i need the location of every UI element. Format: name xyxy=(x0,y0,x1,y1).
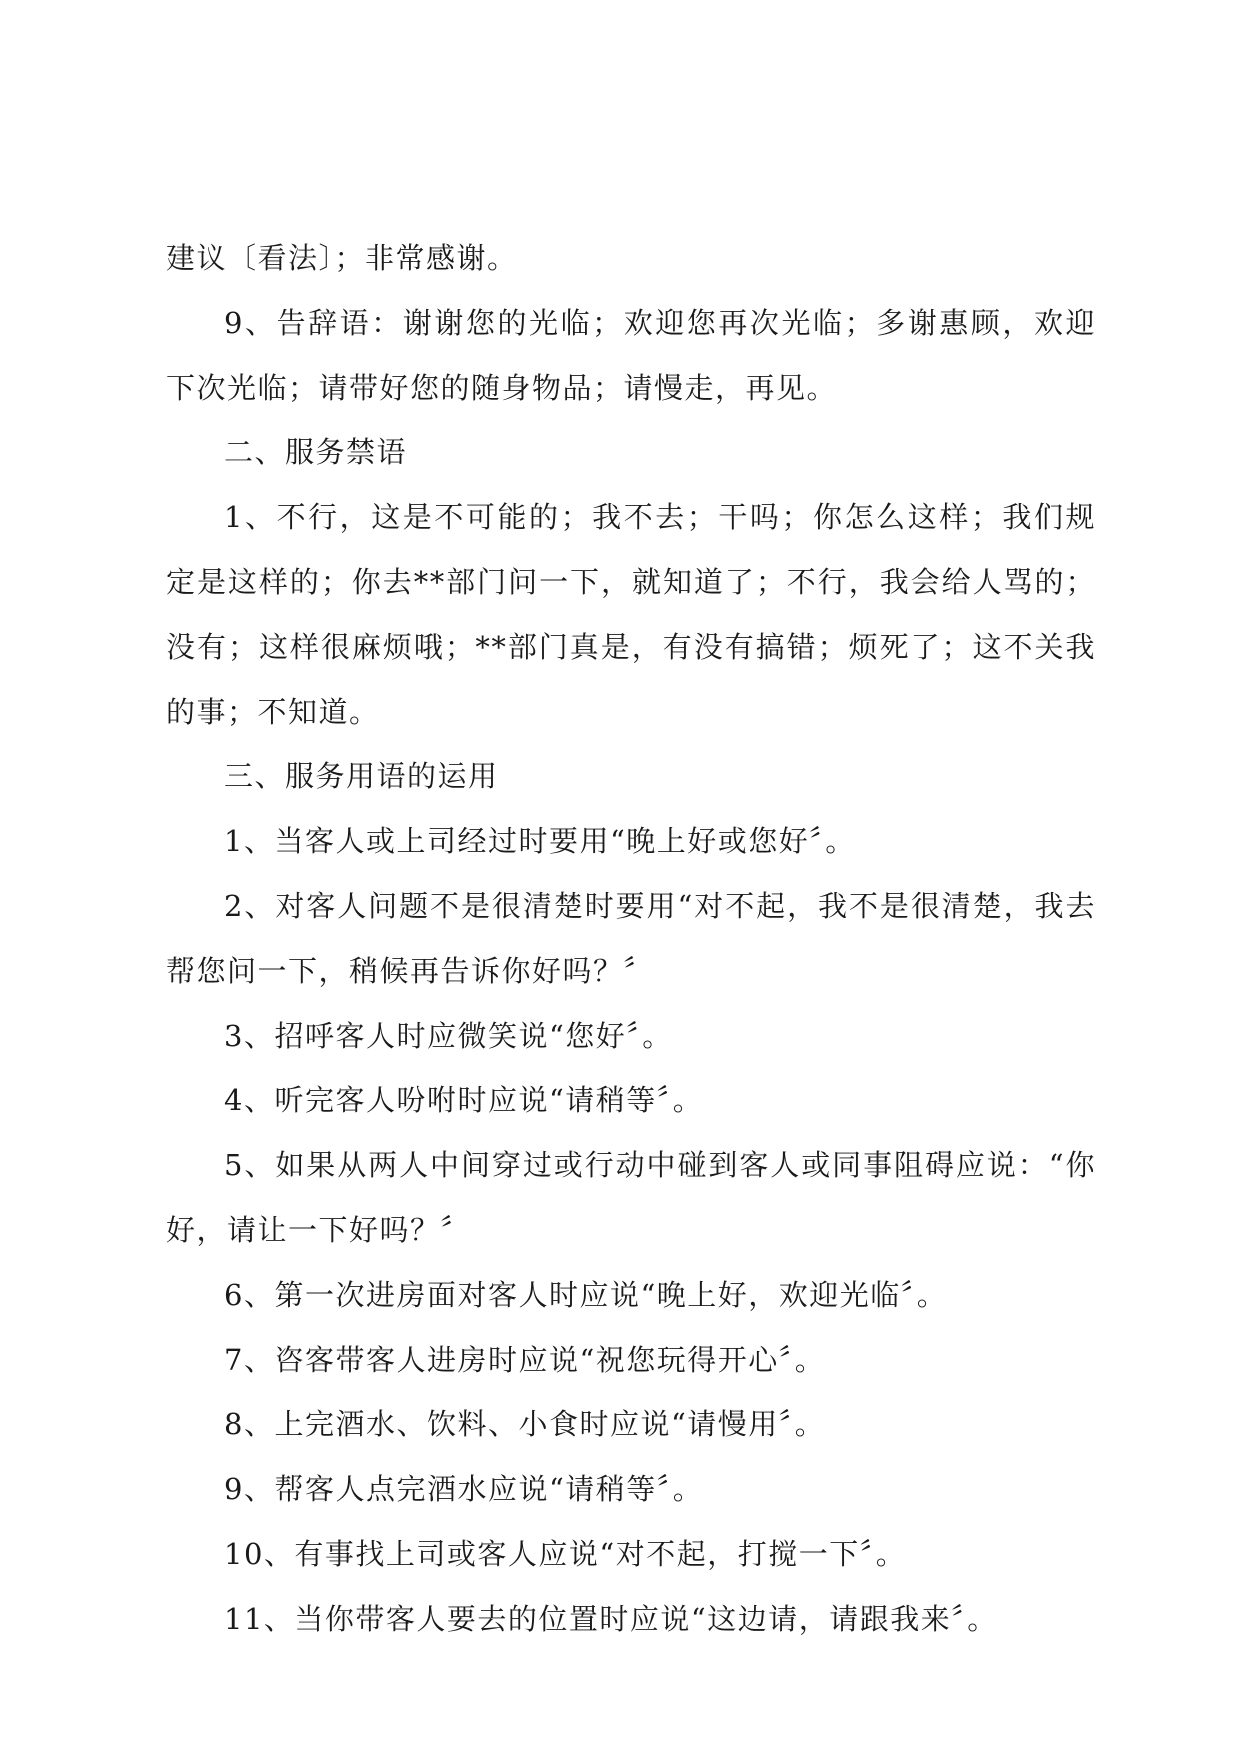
list-item: 1、当客人或上司经过时要用“晚上好或您好〞。 xyxy=(224,824,856,859)
list-item: 8、上完酒水、饮料、小食时应说“请慢用〞。 xyxy=(224,1407,826,1442)
list-item: 6、第一次进房面对客人时应说“晚上好，欢迎光临〞。 xyxy=(224,1277,948,1312)
list-item: 2、对客人问题不是很清楚时要用“对不起，我不是很清楚，我去帮您问一下，稍候再告诉你好吗？〞 xyxy=(166,888,1096,988)
paragraph-continuation: 建议〔看法〕；非常感谢。 xyxy=(166,241,518,275)
list-item: 4、听完客人吩咐时应说“请稍等〞。 xyxy=(224,1083,704,1118)
list-item: 10、有事找上司或客人应说“对不起，打搅一下〞。 xyxy=(224,1536,907,1571)
list-item: 5、如果从两人中间穿过或行动中碰到客人或同事阻碍应说：“你好，请让一下好吗？〞 xyxy=(166,1148,1096,1247)
list-item: 9、帮客人点完酒水应说“请稍等〞。 xyxy=(224,1472,704,1507)
list-item: 11、当你带客人要去的位置时应说“这边请，请跟我来〞。 xyxy=(224,1601,998,1636)
section-heading-usage: 三、服务用语的运用 xyxy=(224,759,499,794)
list-item: 3、招呼客人时应微笑说“您好〞。 xyxy=(224,1018,673,1053)
paragraph-forbidden-list: 1、不行，这是不可能的；我不去；干吗；你怎么这样；我们规定是这样的；你去**部门问一下，就知道了；不行，我会给人骂的；没有；这样很麻烦哦；**部门真是，有没有搞错；烦死了；这不关我的事；不知道。 xyxy=(166,500,1096,729)
paragraph-farewell: 9、告辞语：谢谢您的光临；欢迎您再次光临；多谢惠顾，欢迎下次光临；请带好您的随身物品；请慢走，再见。 xyxy=(166,305,1096,405)
list-item: 7、咨客带客人进房时应说“祝您玩得开心〞。 xyxy=(224,1342,826,1377)
section-heading-forbidden-phrases: 二、服务禁语 xyxy=(224,435,408,470)
document-body xyxy=(166,226,1096,1652)
